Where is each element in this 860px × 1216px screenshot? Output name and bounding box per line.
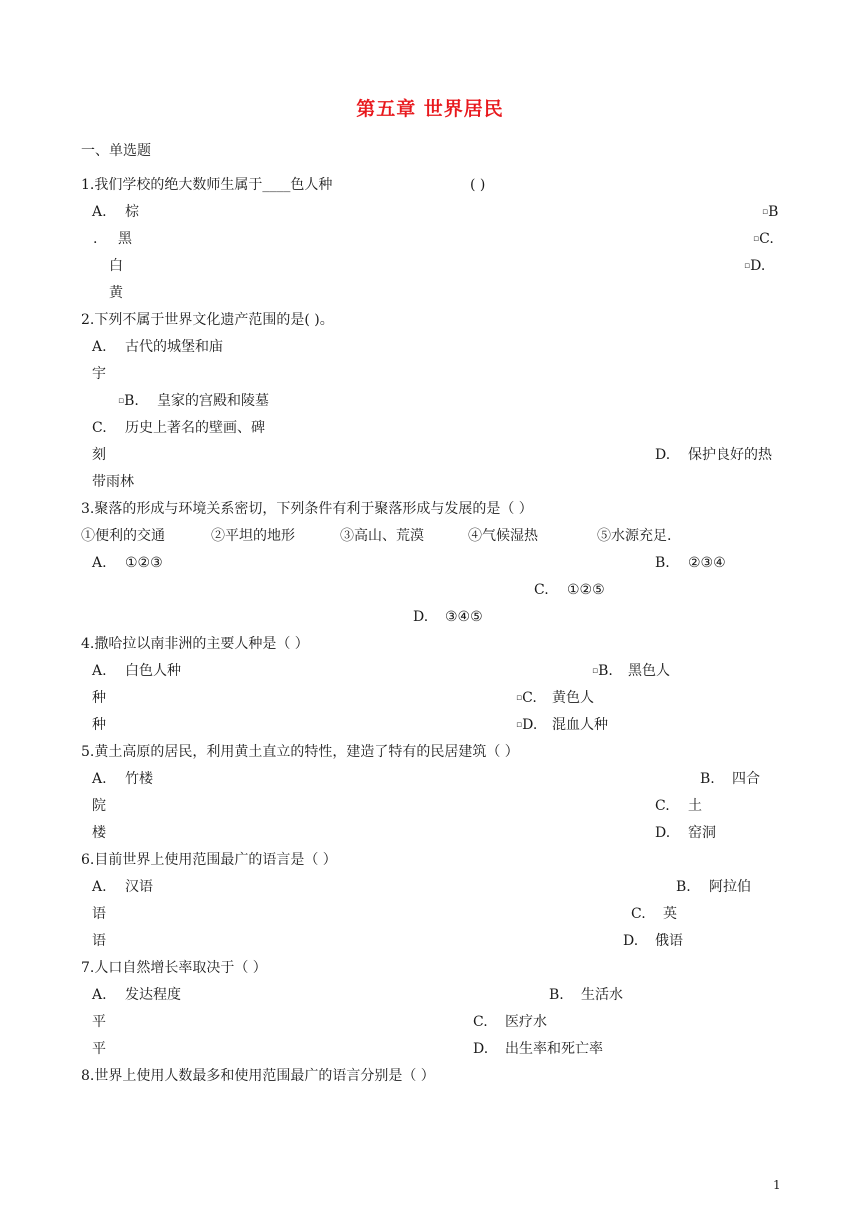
q6-option-b-text: 阿拉伯 [709, 879, 751, 895]
q7-option-a-text: 发达程度 [125, 987, 181, 1003]
q3-option-b-text: ②③④ [688, 555, 726, 571]
q3-option-c-text: ①②⑤ [567, 582, 605, 598]
q7-option-b-wrap: 平 [92, 1014, 106, 1030]
question-3-stem: 3.聚落的形成与环境关系密切，下列条件有利于聚落形成与发展的是（ ） [81, 501, 533, 517]
q5-option-c-label: C. [655, 798, 670, 814]
q2-option-d-text: 保护良好的热 [688, 447, 772, 463]
q1-option-c-label: ▫C. [753, 231, 774, 247]
q1-option-a-text: 棕 [125, 204, 139, 220]
q3-condition-1: ①便利的交通 [81, 528, 165, 544]
q1-option-b-text: 黑 [118, 231, 132, 247]
q2-option-a-label: A. [92, 339, 107, 355]
q1-option-d-text: 黄 [109, 285, 123, 301]
q7-option-c-text: 医疗水 [505, 1014, 547, 1030]
q5-option-b-label: B. [700, 771, 715, 787]
q2-option-b-label: ▫B. [118, 393, 139, 409]
q2-option-a-text: 古代的城堡和庙 [125, 339, 223, 355]
question-5-stem: 5.黄土高原的居民，利用黄土直立的特性，建造了特有的民居建筑（ ） [81, 744, 519, 760]
q5-option-a-text: 竹楼 [125, 771, 153, 787]
q6-option-c-label: C. [631, 906, 646, 922]
q4-option-c-wrap: 种 [92, 717, 106, 733]
q2-option-a-wrap: 宇 [92, 366, 106, 382]
q6-option-c-text: 英 [663, 906, 677, 922]
q2-option-c-label: C. [92, 420, 107, 436]
question-4-stem: 4.撒哈拉以南非洲的主要人种是（ ） [81, 636, 309, 652]
question-1-stem: 1.我们学校的绝大数师生属于____色人种 [81, 177, 333, 193]
q1-option-c-text: 白 [109, 258, 123, 274]
q5-option-a-label: A. [92, 771, 107, 787]
q3-condition-3: ③高山、荒漠 [340, 528, 424, 544]
q4-option-b-label: ▫B. [592, 663, 613, 679]
question-6-stem: 6.目前世界上使用范围最广的语言是（ ） [81, 852, 337, 868]
q4-option-d-label: ▫D. [516, 717, 538, 733]
q2-option-b-text: 皇家的宫殿和陵墓 [157, 393, 269, 409]
q5-option-c-wrap: 楼 [92, 825, 106, 841]
q4-option-c-label: ▫C. [516, 690, 537, 706]
section-heading: 一、单选题 [81, 143, 151, 159]
q6-option-d-label: D. [623, 933, 639, 949]
q6-option-d-text: 俄语 [655, 933, 683, 949]
q3-condition-5: ⑤水源充足. [597, 528, 672, 544]
q3-option-d-text: ③④⑤ [445, 609, 483, 625]
q4-option-a-text: 白色人种 [125, 663, 181, 679]
q7-option-c-wrap: 平 [92, 1041, 106, 1057]
q1-option-b-dot: . [93, 231, 98, 247]
q3-option-b-label: B. [655, 555, 670, 571]
q4-option-c-text: 黄色人 [552, 690, 594, 706]
q6-option-b-label: B. [676, 879, 691, 895]
q5-option-d-label: D. [655, 825, 671, 841]
question-2-stem: 2.下列不属于世界文化遗产范围的是( )。 [81, 312, 334, 328]
q7-option-c-label: C. [473, 1014, 488, 1030]
page-number: 1 [773, 1178, 781, 1192]
q4-option-a-label: A. [92, 663, 107, 679]
q1-option-b-label: ▫B [762, 204, 779, 220]
q7-option-b-text: 生活水 [581, 987, 623, 1003]
q3-condition-2: ②平坦的地形 [211, 528, 295, 544]
q3-option-c-label: C. [534, 582, 549, 598]
q3-option-d-label: D. [413, 609, 429, 625]
q3-option-a-label: A. [92, 555, 107, 571]
q4-option-b-text: 黑色人 [628, 663, 670, 679]
q3-condition-4: ④气候湿热 [468, 528, 538, 544]
q4-option-d-text: 混血人种 [552, 717, 608, 733]
q6-option-a-label: A. [92, 879, 107, 895]
question-7-stem: 7.人口自然增长率取决于（ ） [81, 960, 267, 976]
q6-option-b-wrap: 语 [92, 906, 106, 922]
q1-option-d-label: ▫D. [744, 258, 766, 274]
q5-option-b-wrap: 院 [92, 798, 106, 814]
q6-option-c-wrap: 语 [92, 933, 106, 949]
q2-option-c-wrap: 刻 [92, 447, 106, 463]
q2-option-d-label: D. [655, 447, 671, 463]
question-8-stem: 8.世界上使用人数最多和使用范围最广的语言分别是（ ） [81, 1068, 435, 1084]
q7-option-d-label: D. [473, 1041, 489, 1057]
question-1-answer-blank: ( ) [470, 177, 486, 193]
q7-option-d-text: 出生率和死亡率 [505, 1041, 603, 1057]
q6-option-a-text: 汉语 [125, 879, 153, 895]
q7-option-a-label: A. [92, 987, 107, 1003]
q5-option-c-text: 土 [688, 798, 702, 814]
q1-option-a-label: A. [92, 204, 107, 220]
q5-option-b-text: 四合 [732, 771, 760, 787]
q3-option-a-text: ①②③ [125, 555, 163, 571]
q5-option-d-text: 窑洞 [688, 825, 716, 841]
q2-option-d-wrap: 带雨林 [92, 474, 134, 490]
q4-option-b-wrap: 种 [92, 690, 106, 706]
q2-option-c-text: 历史上著名的壁画、碑 [125, 420, 265, 436]
q7-option-b-label: B. [549, 987, 564, 1003]
document-title: 第五章 世界居民 [356, 98, 504, 120]
